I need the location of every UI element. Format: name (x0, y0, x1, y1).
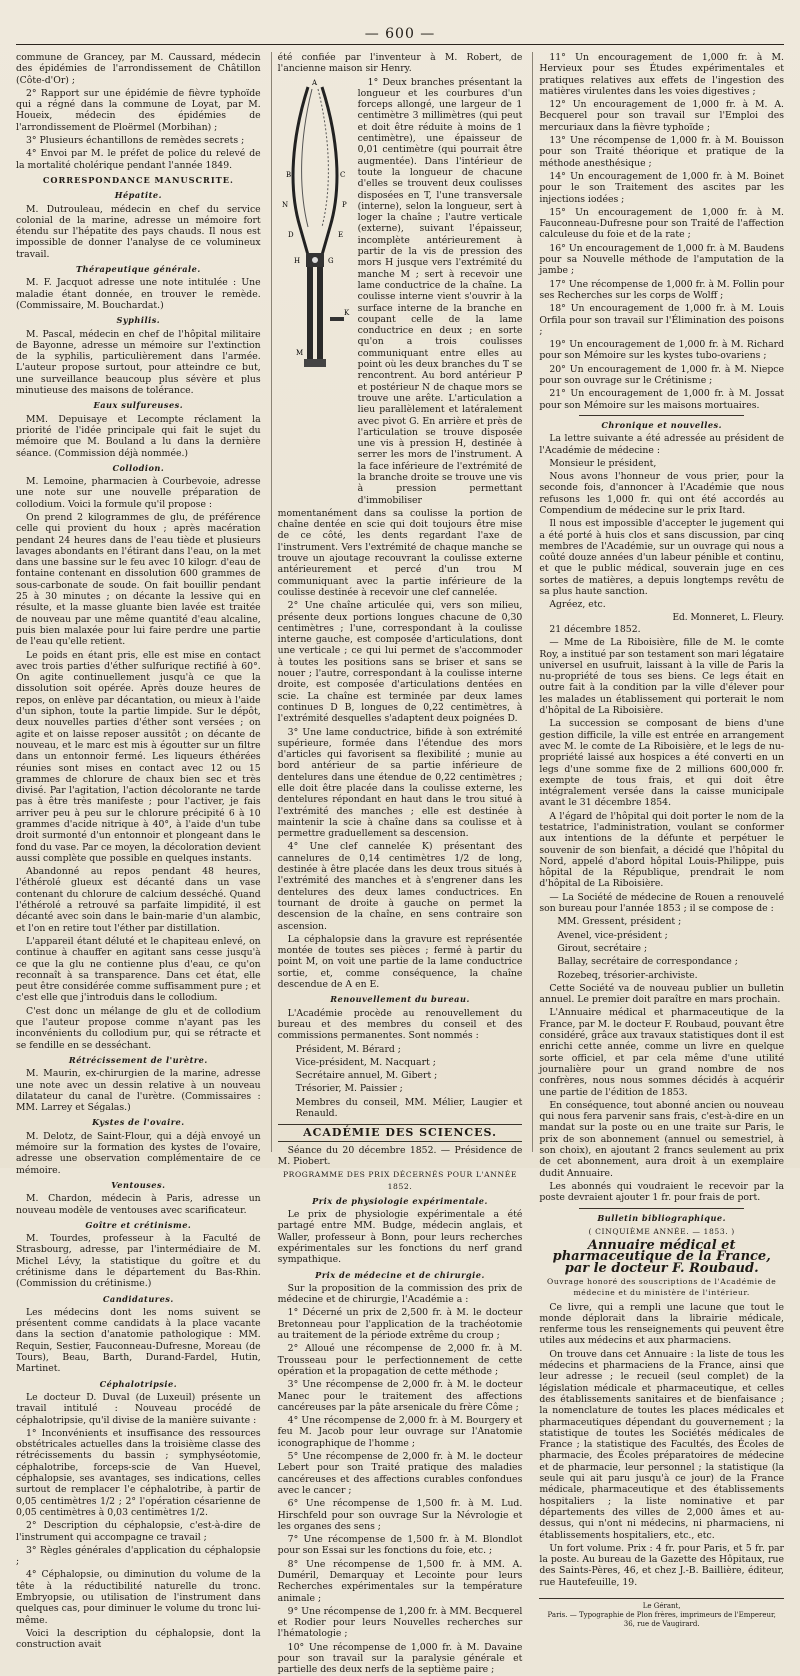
subsection-heading: Ventouses. (111, 1179, 166, 1190)
figure-label: M (295, 348, 303, 357)
column-3 (532, 52, 785, 1628)
subsection-heading: Céphalotripsie. (99, 1378, 178, 1389)
paragraph: MM. Depuisaye et Lecompte réclament la priorité de l'idée principale qui fait le sujet du mémoire que M. Bouland a lu dans la dernière séance. (Commission déjà nommée.) (16, 413, 261, 459)
list-item: Ballay, secrétaire de correspondance ; (557, 956, 738, 968)
paragraph: M. Chardon, médecin à Paris, adresse un nouveau modèle de ventouses avec scarificateur. (16, 1193, 261, 1216)
subsection-heading: Candidatures. (102, 1293, 174, 1304)
paragraph: 1° Décerné un prix de 2,500 fr. à M. le docteur Bretonneau pour l'application de la trachéotomie au traitement de la période extrême du croup ; (277, 1307, 523, 1342)
figure-label: K (343, 308, 349, 317)
figure-label: B (285, 170, 291, 179)
divider (579, 415, 744, 416)
page-header (16, 22, 784, 45)
list-item: 18° Un encouragement de 1,000 fr. à M. Louis Orfila pour son travail sur l'Élimination des poisons ; (539, 303, 785, 337)
paragraph: Nous avons l'honneur de vous prier, pour la seconde fois, d'annoncer à l'Académie que nous refusons les 1,000 fr. qui ont été accordés au Compendium de médecine sur le prix Itard. (539, 471, 785, 516)
footer-line: 36, rue de Vaugirard. (623, 1620, 700, 1628)
bulletin-subheading: ( CINQUIÈME ANNÉE. — 1853. ) (588, 1226, 735, 1236)
paragraph: — La Société de médecine de Rouen a renouvelé son bureau pour l'année 1853 ; il se compose de : (539, 891, 785, 915)
section-heading: Chronique et nouvelles. (601, 419, 722, 430)
figure-label: P (341, 200, 347, 209)
list-item: Secrétaire annuel, M. Gibert ; (295, 1070, 438, 1082)
footer-line: Le Gérant, (642, 1602, 681, 1610)
paragraph: Les abonnés qui voudraient le recevoir par la poste devraient ajouter 1 fr. pour frais de port. (539, 1180, 785, 1204)
list-item: 12° Un encouragement de 1,000 fr. à M. A. Becquerel pour son travail sur l'Emploi des mercuriaux dans la fièvre typhoïde ; (539, 99, 785, 133)
list-item: 14° Un encouragement de 1,000 fr. à M. Boinet pour le son Traitement des ascites par les injections iodées ; (539, 170, 785, 205)
paragraph: été confiée par l'inventeur à M. Robert, de l'ancienne maison sir Henry. (277, 52, 523, 75)
divider (579, 1208, 744, 1209)
list-item: 17° Une récompense de 1,000 fr. à M. Follin pour ses Recherches sur les corps de Wolff ; (539, 278, 785, 301)
paragraph: 4° Une récompense de 2,000 fr. à M. Bourgery et feu M. Jacob pour leur ouvrage sur l'Anatomie iconographique de l'homme ; (277, 1415, 523, 1449)
paragraph: 1° Inconvénients et insuffisance des ressources obstétricales actuelles dans la troisième classe des rétrécissements du bassin ; symphyséotomie, céphalotribe, forceps-scie de Van Huevel, céphalopsie, ses avantages, ses indications, celles surtout de remplacer l'e céphalotribe, à partir de 0,05 centimètres 1/2 ; 2° l'opération césarienne de 0,05 centimètres à 0,03 centimètres 1/2. (16, 1427, 261, 1518)
figure-label: D (287, 230, 294, 239)
paragraph: — Mme de La Riboisière, fille de M. le comte Roy, a institué par son testament son mari légataire universel en usufruit, laissant à la ville de Paris la nu-propriété de tous ses biens. Ce legs était en outre fait à la condition par la ville d'élever pour les malades un établissement qui porterait le nom d'hôpital de La Riboisière. (539, 637, 785, 717)
paragraph: Ce livre, qui a rempli une lacune que tout le monde déplorait dans la librairie médicale, renferme tous les renseignements qui peuvent être utiles aux médecins et aux pharmaciens. (539, 1301, 785, 1347)
paragraph: M. Maurin, ex-chirurgien de la marine, adresse une note avec un dessin relative à un nouveau dilatateur du canal de l'urètre. (Commissaires : MM. Larrey et Ségalas.) (16, 1068, 261, 1114)
subsection-heading: Thérapeutique générale. (75, 264, 201, 275)
figure-label: H (293, 256, 300, 265)
figure-block (278, 77, 523, 508)
paragraph: 3° Une lame conductrice, bifide à son extrémité supérieure, formée dans l'étendue des mors d'articles qui favorisent sa flexibilité ; munie au bord antérieur de sa partie inférieure de dentelures dans une étendue de 0,22 centimètres ; elle doit être placée dans la coulisse externe, les dentelures répondant en haut dans le trou situé à l'extrémité des manches ; elle est destinée à maintenir la scie à chaîne dans sa coulisse et à permettre graduellement sa descension. (277, 726, 523, 840)
subsection-heading: Prix de physiologie expérimentale. (312, 1195, 488, 1206)
paragraph: On prend 2 kilogrammes de glu, de préférence celle qui provient du houx ; après macération pendant 24 heures dans de l'eau tiède et plusieurs lavages abondants en l'étirant dans l'eau, on la met dans une bassine sur le feu avec 10 kilogr. d'eau de fontaine contenant en dissolution 600 grammes de sous-carbonate de soude. On fait bouillir pendant 25 à 30 minutes ; on décante la lessive qui en résulte, et la masse gluante bien lavée est traitée de nouveau par une même quantité d'eau alcaline, puis bien malaxée pour lui faire perdre une partie de l'eau qu'elle retient. (16, 511, 261, 648)
list-item: 15° Un encouragement de 1,000 fr. à M. Fauconneau-Dufresne pour son Traité de l'affection calculeuse du foie et de la rate ; (539, 206, 785, 241)
subsection-heading: Hépatite. (114, 190, 162, 201)
list-item: Président, M. Bérard ; (295, 1043, 401, 1055)
subsection-heading: Goître et crétinisme. (85, 1219, 192, 1230)
column-2 (271, 52, 523, 1676)
list-item: 19° Un encouragement de 1,000 fr. à M. Richard pour son Mémoire sur les kystes tubo-ovariens ; (539, 339, 785, 362)
paragraph: Il nous est impossible d'accepter le jugement qui a été porté à huis clos et sans discussion, par cinq membres de l'Académie, sur un ouvrage qui nous a coûté douze années d'un labeur pénible et continu, et que le public médical, souverain juge en ces sortes de matières, a depuis longtemps revêtu de sa plus haute sanction. (539, 518, 785, 598)
annuaire-subtitle: Ouvrage honoré des souscriptions de l'Académie de médecine et du ministère de l'intérieur. (547, 1276, 777, 1298)
paragraph: 10° Une récompense de 1,000 fr. à M. Davaine pour son travail sur la paralysie générale et partielle des deux nerfs de la septième paire ; (277, 1641, 523, 1676)
paragraph: 2° Une chaîne articulée qui, vers son milieu, présente deux portions longues chacune de 0,30 centimètres ; l'une, correspondant à la coulisse interne gauche, est composée d'articulations, dont une verticale ; ce qui lui permet de s'accommoder à toutes les positions sans se briser et sans se nouer ; l'autre, correspondant à la coulisse interne droite, est composée d'articulations dentées en scie. La chaîne est terminée par deux lames continues D B, longues de 0,22 centimètres, à l'extrémité desquelles s'adaptent deux poignées D. (277, 600, 523, 725)
paragraph: A l'égard de l'hôpital qui doit porter le nom de la testatrice, l'administration, voulant se conformer aux intentions de la défunte et perpétuer le souvenir de son bienfait, a décidé que l'hôpital du Nord, appelé d'abord hôpital Louis-Philippe, puis hôpital de la République, prendrait le nom d'hôpital de La Riboisière. (539, 810, 785, 890)
list-item: Vice-président, M. Nacquart ; (295, 1056, 436, 1068)
list-item: 13° Une récompense de 1,000 fr. à M. Bouisson pour son Traité théorique et pratique de la méthode anesthésique ; (539, 135, 785, 169)
paragraph: 1° Deux branches présentant la longueur et les courbures d'un forceps allongé, une largeur de 1 centimètre 3 millimètres (qui peut et doit être réduite à moins de 1 centimètre), une épaisseur de 0,01 centimètre (qui pourrait être augmentée). Dans l'intérieur de toute la longueur de chacune d'elles se trouvent deux coulisses disposées en T, l'une transversale (interne), selon la longueur, sert à loger la chaîne ; l'autre verticale (externe), suivant l'épaisseur, incomplète antérieurement à partir de la vis de pression des mors H jusque vers l'extrémité du manche M ; sert à recevoir une lame conductrice de la chaîne. La coulisse interne vient s'ouvrir à la surface interne de la branche en coupant celle de la lame conductrice en deux ; en sorte qu'on a trois coulisses communiquant entre elles au point où les deux branches du T se rencontrent. Au bord antérieur P et postérieur N de chaque mors se trouve une arête. L'articulation a lieu parallèlement et latéralement avec pivot G. En arrière et près de l'articulation se trouve disposée une vis à pression H, destinée à serrer les mors de l'instrument. A la face inférieure de l'extrémité de la branche droite se trouve une vis à pression permettant d'immobiliser (357, 76, 523, 506)
footer-line: Paris. — Typographie de Plon frères, imprimeurs de l'Empereur, (547, 1611, 776, 1619)
paragraph: M. Delotz, de Saint-Flour, qui a déjà envoyé un mémoire sur la formation des kystes de l'ovaire, adresse une observation complémentaire de ce mémoire. (16, 1130, 261, 1176)
paragraph: La succession se composant de biens d'une gestion difficile, la ville est entrée en arrangement avec M. le comte de La Riboisière, et le legs de nu-propriété laissé aux hospices a été converti en un legs d'une somme fixe de 2 millions 600,000 fr. exempte de tous frais, et qui doit être intégralement versée dans la caisse municipale avant le 31 décembre 1854. (539, 718, 785, 809)
programme-heading: PROGRAMME DES PRIX DÉCERNÉS POUR L'ANNÉE 1852. (282, 1170, 518, 1191)
paragraph: Un fort volume. Prix : 4 fr. pour Paris, et 5 fr. par la poste. Au bureau de la Gazette des Hôpitaux, rue des Saints-Pères, 46, et chez J.-B. Baillière, éditeur, rue Hautefeuille, 19. (539, 1542, 785, 1588)
paragraph: M. Dutrouleau, médecin en chef du service colonial de la marine, adresse un mémoire fort étendu sur l'hépatite des pays chauds. Il nous est impossible de donner l'analyse de ce volumineux travail. (16, 203, 261, 260)
subsection-heading: Collodion. (112, 462, 165, 473)
column-1 (16, 52, 261, 1651)
subsection-heading: Prix de médecine et de chirurgie. (315, 1269, 485, 1280)
list-item: 11° Un encouragement de 1,000 fr. à M. Hervieux pour ses Études expérimentales et pratiques relatives aux effets de l'ingestion des matières virulentes dans les voies digestives ; (539, 52, 785, 97)
paragraph: Le prix de physiologie expérimentale a été partagé entre MM. Budge, médecin anglais, et Waller, professeur à Bonn, pour leurs recherches expérimentales sur les fonctions du nerf grand sympathique. (277, 1209, 523, 1266)
list-item: 21° Un encouragement de 1,000 fr. à M. Jossat pour son Mémoire sur les maisons mortuaires. (539, 388, 785, 411)
subsection-heading: Renouvellement du bureau. (330, 994, 470, 1005)
paragraph: Agréez, etc. (549, 599, 606, 611)
paragraph: Abandonné au repos pendant 48 heures, l'éthérolé glueux est décanté dans un vase contenant du chlorure de calcium desséché. Quand l'éthérolé a retrouvé sa parfaite limpidité, il est décanté avec soin dans le bain-marie d'un alambic, et l'on en retire tout l'éther par distillation. (16, 866, 261, 934)
paragraph: L'Annuaire médical et pharmaceutique de la France, par M. le docteur F. Roubaud, pouvant être considéré, grâce aux travaux statistiques dont il est enrichi cette année, comme un livre en quelque sorte officiel, et par cela même d'une utilité journalière pour un grand nombre de nos confrères, nous nous sommes décidés à acquérir une partie de l'édition de 1853. (539, 1007, 785, 1098)
paragraph: M. Lemoine, pharmacien à Courbevoie, adresse une note sur une nouvelle préparation de collodium. Voici la formule qu'il propose : (16, 476, 261, 510)
intro-item: 3° Plusieurs échantillons de remèdes secrets ; (26, 135, 245, 147)
paragraph: La lettre suivante a été adressée au président de l'Académie de médecine : (539, 433, 785, 456)
subsection-heading: Kystes de l'ovaire. (92, 1117, 185, 1128)
printer-footer (539, 1598, 784, 1629)
list-item: Rozebeq, trésorier-archiviste. (557, 969, 698, 981)
page-number: — 600 — (364, 26, 436, 42)
paragraph: La céphalopsie dans la gravure est représentée montée de toutes ses pièces ; fermé à partir du point M, on voit une partie de la lame conductrice sortie, et, comme conséquence, la chaîne descendue de A en E. (277, 933, 523, 991)
handle-left (307, 267, 313, 359)
subsection-heading: Syphilis. (116, 315, 161, 326)
list-item: Membres du conseil, MM. Mélier, Laugier et Renauld. (295, 1096, 523, 1120)
paragraph: En conséquence, tout abonné ancien ou nouveau qui nous fera parvenir sans frais, c'est-à-dire en un mandat sur la poste ou en une traite sur Paris, le prix de son abonnement (annuel ou semestriel, à son choix), en ajoutant 2 francs seulement au prix de cet abonnement, aura droit à un exemplaire dudit Annuaire. (539, 1099, 785, 1179)
handle-right (317, 267, 323, 359)
paragraph: 4° Céphalopsie, ou diminution du volume de la tête à la réductibilité naturelle du tronc. Embryopsie, ou utilisation de l'instrument dans quelques cas, pour diminuer le volume du tronc lui-même. (16, 1569, 261, 1626)
cephalopsie-figure (278, 77, 352, 377)
paragraph: 4° Une clef cannelée K) présentant des cannelures de 0,14 centimètres 1/2 de long, destinée à être placée dans les deux trous situés à l'extrémité des manches et à s'engrener dans les dentelures des deux lames conductrices. En tournant de droite à gauche on permet la descension de la chaîne, en sens contraire son ascension. (277, 841, 523, 932)
list-item: Girout, secrétaire ; (557, 942, 648, 954)
paragraph: C'est donc un mélange de glu et de collodium que l'auteur propose comme n'ayant pas les inconvénients du collodium pur, qui se rétracte et se fendille en se desséchant. (16, 1005, 261, 1051)
intro-item: 2° Rapport sur une épidémie de fièvre typhoïde qui a régné dans la commune de Loyat, par M. Houeix, médecin des épidémies de l'arrondissement de Ploërmel (Morbihan) ; (16, 87, 261, 133)
paragraph: 21 décembre 1852. (549, 623, 641, 635)
intro-item: commune de Grancey, par M. Caussard, médecin des épidémies de l'arrondissement de Châtillon (Côte-d'Or) ; (16, 52, 261, 86)
figure-label: A (311, 78, 317, 87)
list-item: 16° Un encouragement de 1,000 fr. à M. Baudens pour sa Nouvelle méthode de l'amputation de la jambe ; (539, 242, 785, 277)
list-item: MM. Gressent, président ; (557, 916, 682, 928)
paragraph: momentanément dans sa coulisse la portion de chaîne dentée en scie qui doit toujours être mise de ce côté, les dents regardant l'axe de l'instrument. Vers l'extrémité de chaque manche se trouve un ajoutage recouvrant la coulisse externe antérieurement et percé d'un trou M communiquant avec la partie inférieure de la coulisse destinée à recevoir une clef cannelée. (277, 507, 523, 598)
section-heading: CORRESPONDANCE MANUSCRITE. (42, 174, 234, 185)
paragraph: M. Pascal, médecin en chef de l'hôpital militaire de Bayonne, adresse un mémoire sur l'extinction de la syphilis, particulièrement dans l'armée. L'auteur propose surtout, pour atteindre ce but, une surveillance beaucoup plus sévère et plus minutieuse des maisons de tolérance. (16, 328, 261, 397)
columns (16, 52, 785, 1676)
left-branch (293, 87, 308, 255)
figure-label: G (327, 256, 334, 265)
paragraph: 5° Une récompense de 2,000 fr. à M. le docteur Lebert pour son Traité pratique des maladies cancéreuses et des affections curables confondues avec le cancer ; (277, 1451, 523, 1496)
list-item: 20° Un encouragement de 1,000 fr. à M. Niepce pour son ouvrage sur le Crétinisme ; (539, 363, 785, 387)
paragraph: 2° Alloué une récompense de 2,000 fr. à M. Trousseau pour le perfectionnement de cette opération et la propagation de cette méthode ; (277, 1343, 523, 1377)
paragraph: M. Tourdes, professeur à la Faculté de Strasbourg, adresse, par l'intermédiaire de M. Michel Lévy, la statistique du goître et du crétinisme dans le département du Bas-Rhin. (Commission du crétinisme.) (16, 1233, 261, 1290)
subsection-heading: Eaux sulfureuses. (93, 400, 184, 411)
figure-label: N (281, 200, 288, 209)
paragraph: Monsieur le président, (549, 457, 657, 469)
list-item: Trésorier, M. Paissier ; (295, 1083, 403, 1095)
list-item: Avenel, vice-président ; (557, 929, 668, 941)
paragraph: 9° Une récompense de 1,200 fr. à MM. Becquerel et Rodier pour leurs Nouvelles recherches sur l'hématologie ; (277, 1605, 523, 1640)
paragraph: Sur la proposition de la commission des prix de médecine et de chirurgie, l'Académie a : (277, 1282, 523, 1306)
intro-item: 4° Envoi par M. le préfet de police du relevé de la mortalité cholérique pendant l'année 1849. (16, 148, 261, 171)
paragraph: 3° Règles générales d'application du céphalopsie ; (16, 1544, 261, 1568)
paragraph: 2° Description du céphalopsie, c'est-à-dire de l'instrument qui accompagne ce travail ; (16, 1520, 261, 1543)
session-line: Séance du 20 décembre 1852. — Présidence de M. Piobert. (277, 1144, 523, 1167)
chain-left (301, 89, 311, 227)
paragraph: 3° Une récompense de 2,000 fr. à M. le docteur Manec pour le traitement des affections cancéreuses par la pâte arsenicale du frère Côme ; (277, 1379, 523, 1413)
paragraph: L'Académie procède au renouvellement du bureau et des membres du conseil et des commissions permanentes. Sont nommés : (277, 1007, 523, 1042)
section-heading: Bulletin bibliographique. (597, 1212, 726, 1223)
paragraph: Cette Société va de nouveau publier un bulletin annuel. Le premier doit paraître en mars prochain. (539, 982, 785, 1006)
paragraph: 8° Une récompense de 1,500 fr. à MM. A. Duméril, Demarquay et Lecointe pour leurs Recherches expérimentales sur la température animale ; (277, 1558, 523, 1604)
signature: Ed. Monneret, L. Fleury. (672, 612, 785, 623)
paragraph: Les médecins dont les noms suivent se présentent comme candidats à la place vacante dans la section d'anatomie pathologique : MM. Requin, Sestier, Fauconneau-Dufresne, Moreau (de Tours), Beau, Barth, Durand-Fardel, Hutin, Martinet. (16, 1306, 261, 1375)
pivot-screw (312, 257, 318, 263)
handle-end (304, 359, 326, 367)
annuaire-title: Annuaire médical et pharmaceutique de la France, par le docteur F. Roubaud. (552, 1238, 771, 1276)
section-title: ACADÉMIE DES SCIENCES. (278, 1124, 523, 1141)
key (330, 317, 344, 321)
paragraph: On trouve dans cet Annuaire : la liste de tous les médecins et pharmaciens de la France, ainsi que leur adresse ; le recueil (seul complet) de la législation médicale et pharmaceutique, et celles des établissements sanitaires et de bienfaisance ; la nomenclature de toutes les places médicales et pharmaceutiques dépendant du gouvernement ; la statistique de toutes les Sociétés médicales de France ; la statistique des Facultés, des Écoles de pharmacie, des Écoles préparatoires de médecine et de pharmacie, leur personnel ; la statistique (la seule qui ait paru jusqu'à ce jour) de la France médicale, pharmaceutique et des établissements hospitaliers ; la liste nominative et par départements des villes de 2,000 âmes et au-dessus, qui n'ont ni médecins, ni pharmaciens, ni établissements hospitaliers, etc., etc. (539, 1348, 785, 1541)
paragraph: M. F. Jacquot adresse une note intitulée : Une maladie étant donnée, en trouver le remède. (Commissaire, M. Bouchardat.) (16, 277, 261, 311)
figure-label: C (339, 170, 346, 179)
figure-description (358, 77, 523, 508)
paragraph: Le poids en étant pris, elle est mise en contact avec trois parties d'éther sulfurique rectifié à 60°. On agite continuellement jusqu'à ce que la dissolution soit opérée. Après douze heures de repos, on enlève par décantation, ou mieux à l'aide d'un siphon, toute la partie limpide. Sur le dépôt, deux nouvelles parties d'éther sont versées ; on agite et on laisse reposer aussitôt ; on décante de nouveau, et le marc est mis à égoutter sur un filtre dans un entonnoir fermé. Les liqueurs éthérées réunies sont mises en contact avec 12 ou 15 grammes de chlorure de chaux bien sec et très divisé. Par l'agitation, l'action décolorante ne tarde pas à être très manifeste ; pour l'activer, je fais arriver peu à peu sur le chlorure précipité 6 à 10 grammes d'acide nitrique à 40°, à l'aide d'un tube droit surmonté d'un entonnoir et plongeant dans le fond du vase. Par ce moyen, la décoloration devient aussi complète que possible en quelques instants. (16, 649, 261, 864)
paragraph: 7° Une récompense de 1,500 fr. à M. Blondlot pour son Essai sur les fonctions du foie, etc. ; (277, 1534, 523, 1557)
paragraph: L'appareil étant déluté et le chapiteau enlevé, on continue à chauffer en agitant sans cesse jusqu'à ce que la glu ne contienne plus d'eau, ce qu'on reconnaît à sa transparence. Dans cet état, elle peut être considérée comme suffisamment pure ; et c'est elle que j'introduis dans le collodium. (16, 935, 261, 1004)
subsection-heading: Rétrécissement de l'urètre. (68, 1054, 208, 1065)
chain-right (318, 89, 328, 227)
paragraph: 6° Une récompense de 1,500 fr. à M. Lud. Hirschfeld pour son ouvrage Sur la Névrologie et les organes des sens ; (277, 1498, 523, 1532)
paragraph: Voici la description du céphalopsie, dont la construction avait (16, 1627, 261, 1651)
figure-label: E (337, 230, 343, 239)
right-branch (322, 87, 337, 255)
paragraph: Le docteur D. Duval (de Luxeuil) présente un travail intitulé : Nouveau procédé de céphalotripsie, qu'il divise de la manière suivante : (16, 1391, 261, 1426)
